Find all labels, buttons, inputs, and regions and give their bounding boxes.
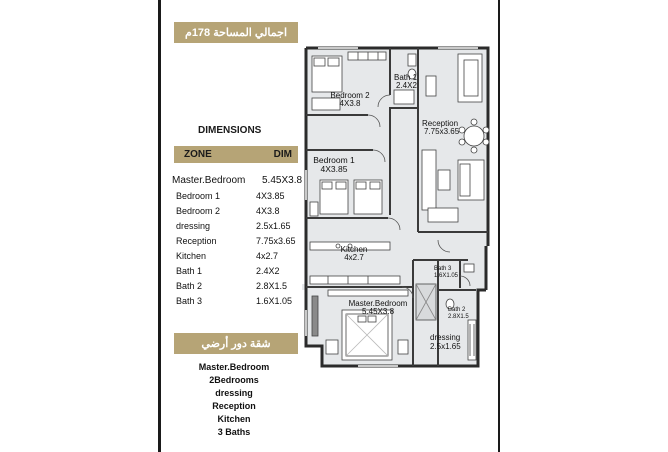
dim-cell: 7.75x3.65 <box>256 236 296 246</box>
bedroom2-dim: 4X3.8 <box>339 99 361 108</box>
summary-line: Master.Bedroom <box>198 362 270 372</box>
table-row <box>172 191 300 206</box>
zone-header: ZONE <box>184 149 212 160</box>
bath2-label: Bath 2 <box>448 307 466 313</box>
dim-header: DIM <box>273 149 292 160</box>
dim-cell: 1.6X1.05 <box>256 296 293 306</box>
zone-cell: Bedroom 1 <box>176 191 221 201</box>
table-header <box>174 146 298 163</box>
summary-line: 3 Baths <box>217 427 251 437</box>
summary-line: 2Bedrooms <box>209 375 259 385</box>
dim-cell: 2.5x1.65 <box>256 221 291 231</box>
zone-cell: Bath 2 <box>176 281 203 291</box>
zone-cell: Bath 3 <box>176 296 203 306</box>
zone-cell: Bath 1 <box>176 266 203 276</box>
table-row <box>172 221 300 236</box>
dim-cell: 2.8X1.5 <box>256 281 288 291</box>
bedroom1-label: Bedroom 1 <box>313 155 355 165</box>
master-label: Master.Bedroom <box>348 299 408 308</box>
zone-cell: Kitchen <box>176 251 207 261</box>
master-dim: 5.45X3.8 <box>361 307 395 316</box>
summary-line: Kitchen <box>217 414 251 424</box>
dim-cell: 4x2.7 <box>256 251 279 261</box>
table-row <box>172 266 300 281</box>
dim-cell: 5.45X3.8 <box>262 175 303 186</box>
table-row <box>172 296 300 311</box>
bedroom1-furniture <box>310 180 382 216</box>
dimensions-table <box>172 175 303 311</box>
dressing-dim: 2.5x1.65 <box>430 342 461 351</box>
dim-cell: 2.4X2 <box>256 266 280 276</box>
table-row <box>172 175 303 191</box>
floor-plan <box>298 40 494 380</box>
dim-cell: 4X3.85 <box>256 191 285 201</box>
summary-line: Reception <box>212 401 256 411</box>
zone-cell: Reception <box>176 236 217 246</box>
bath2-dim: 2.8X1.5 <box>448 314 469 320</box>
unit-summary <box>180 361 288 439</box>
zone-cell: Master.Bedroom <box>172 175 246 186</box>
zone-cell: dressing <box>176 221 211 231</box>
bedroom2-label: Bedroom 2 <box>330 91 370 100</box>
table-row <box>172 251 300 266</box>
bath1-dim: 2.4X2 <box>396 81 417 90</box>
bath3-dim: 1.6X1.05 <box>434 273 459 279</box>
ground-floor-banner: شقة دور أرضي <box>174 333 298 354</box>
table-row <box>172 206 300 221</box>
dimensions-title: DIMENSIONS <box>198 125 262 136</box>
dim-cell: 4X3.8 <box>256 206 280 216</box>
dressing-label: dressing <box>430 333 461 342</box>
bedroom1-dim: 4X3.85 <box>320 164 348 174</box>
kitchen-label: Kitchen <box>340 245 368 254</box>
bath1-label: Bath 1 <box>394 73 418 82</box>
zone-cell: Bedroom 2 <box>176 206 221 216</box>
left-divider <box>158 0 161 452</box>
bath3-label: Bath 3 <box>434 266 452 272</box>
total-area-banner: اجمالي المساحة 178م <box>174 22 298 43</box>
reception-dim: 7.75x3.65 <box>424 127 460 136</box>
kitchen-dim: 4x2.7 <box>344 253 364 262</box>
table-row <box>172 281 300 296</box>
summary-line: dressing <box>215 388 253 398</box>
reception-label: Reception <box>422 119 459 128</box>
table-row <box>172 236 300 251</box>
right-divider <box>498 0 500 452</box>
